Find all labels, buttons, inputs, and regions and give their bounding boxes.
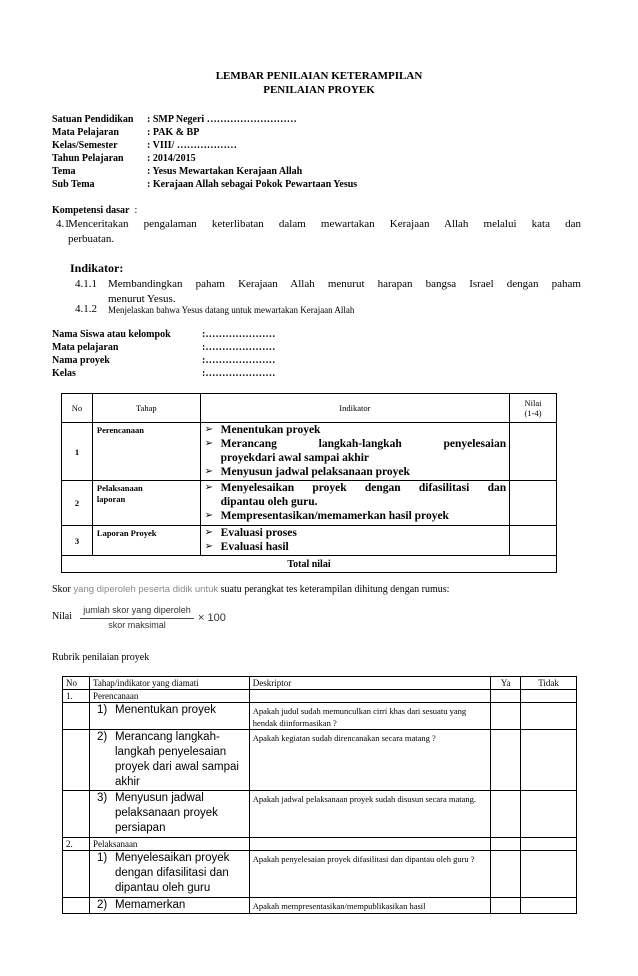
check-ya[interactable] bbox=[491, 851, 521, 898]
arrow-bullet-icon: ➢ bbox=[204, 482, 214, 493]
indikator-bullet: ➢ Menyusun jadwal pelaksanaan proyek bbox=[204, 466, 410, 478]
rubrik-title: Rubrik penilaian proyek bbox=[52, 652, 150, 663]
indikator-text-line1: Menjelaskan bahwa Yesus datang untuk mewartakan Kerajaan Allah bbox=[108, 305, 355, 315]
check-tidak[interactable] bbox=[521, 851, 577, 898]
meta-label: Tahun Pelajaran bbox=[52, 153, 124, 164]
skor-gray-text: yang diperoleh peserta didik untuk bbox=[73, 584, 219, 595]
student-value: :………………… bbox=[202, 355, 276, 366]
rubrik-descriptor: Apakah penyelesaian proyek difasilitasi dan dipantau oleh guru ? bbox=[249, 851, 490, 898]
rubrik-header-tahap: Tahap/indikator yang diamati bbox=[89, 677, 249, 690]
indikator-text-line2: menurut Yesus. bbox=[108, 293, 176, 305]
total-label: Total nilai bbox=[62, 556, 557, 573]
table-row bbox=[62, 526, 557, 556]
meta-value: : VIII/ ……………… bbox=[147, 140, 237, 151]
indikator-bullet: ➢ Merancang langkah-langkah penyelesaian bbox=[204, 438, 507, 450]
rubrik-item-row bbox=[63, 730, 577, 791]
row-number: 1 bbox=[62, 423, 93, 481]
rubrik-header-deskriptor: Deskriptor bbox=[249, 677, 490, 690]
arrow-bullet-icon: ➢ bbox=[204, 424, 214, 435]
check-ya[interactable] bbox=[491, 730, 521, 791]
rubrik-header-ya: Ya bbox=[491, 677, 521, 690]
meta-value: : Yesus Mewartakan Kerajaan Allah bbox=[147, 166, 303, 177]
arrow-bullet-icon: ➢ bbox=[204, 466, 214, 477]
kompetensi-text-line1: Menceritakan pengalaman keterlibatan dalam mewartakan Kerajaan Allah melalui kata dan bbox=[68, 218, 581, 230]
rubrik-item-row bbox=[63, 791, 577, 838]
student-value: :………………… bbox=[202, 342, 276, 353]
arrow-bullet-icon: ➢ bbox=[204, 527, 214, 538]
formula-numerator: jumlah skor yang diperoleh bbox=[83, 605, 191, 615]
indikator-title: Indikator: bbox=[70, 261, 124, 275]
check-ya[interactable] bbox=[491, 898, 521, 914]
table-row bbox=[62, 423, 557, 481]
meta-label: Mata Pelajaran bbox=[52, 127, 119, 138]
meta-label: Sub Tema bbox=[52, 179, 95, 190]
document-title: LEMBAR PENILAIAN KETERAMPILAN bbox=[215, 70, 423, 82]
meta-value: : Kerajaan Allah sebagai Pokok Pewartaan Yesus bbox=[147, 179, 358, 190]
table-header-row bbox=[62, 394, 557, 423]
student-value: :………………… bbox=[202, 368, 276, 379]
meta-label: Satuan Pendidikan bbox=[52, 114, 134, 125]
check-tidak[interactable] bbox=[521, 703, 577, 730]
arrow-bullet-icon: ➢ bbox=[204, 438, 214, 449]
arrow-bullet-icon: ➢ bbox=[204, 510, 214, 521]
student-label: Nama Siswa atau kelompok bbox=[52, 329, 171, 340]
section-name: Perencanaan bbox=[89, 690, 249, 703]
skor-sentence: Skor yang diperoleh peserta didik untuk suatu perangkat tes keterampilan dihitung dengan rumus: bbox=[52, 584, 450, 595]
meta-label: Tema bbox=[52, 166, 76, 177]
formula-fraction bbox=[78, 605, 238, 635]
section-number: 2. bbox=[63, 838, 90, 851]
nilai-label: Nilai bbox=[52, 611, 72, 622]
header-tahap: Tahap bbox=[92, 394, 200, 423]
meta-value: : PAK & BP bbox=[147, 127, 200, 138]
rubrik-header-tidak: Tidak bbox=[521, 677, 577, 690]
row-tahap: Laporan Proyek bbox=[92, 526, 200, 556]
rubrik-descriptor: Apakah judul sudah memunculkan cirri khas dari sesuatu yang hendak diinformasikan ? bbox=[249, 703, 490, 730]
document-subtitle: PENILAIAN PROYEK bbox=[263, 84, 375, 96]
rubrik-item-row bbox=[63, 703, 577, 730]
row-indikator bbox=[200, 481, 509, 526]
row-tahap: Pelaksanaan laporan bbox=[92, 481, 200, 526]
indikator-bullet: ➢ Mempresentasikan/memamerkan hasil proyek bbox=[204, 510, 449, 522]
row-nilai[interactable] bbox=[510, 526, 557, 556]
indikator-bullet: ➢ Evaluasi proses bbox=[204, 527, 297, 539]
row-nilai[interactable] bbox=[510, 481, 557, 526]
row-indikator bbox=[200, 526, 509, 556]
rubrik-item: 1) Menyelesaikan proyek dengan difasilitasi dan dipantau oleh guru bbox=[89, 851, 249, 898]
rubrik-item-row bbox=[63, 898, 577, 914]
assessment-table bbox=[61, 393, 557, 573]
rubrik-section-row bbox=[63, 690, 577, 703]
rubrik-section-row bbox=[63, 838, 577, 851]
indikator-bullet: ➢ Menyelesaikan proyek dengan difasilitasi dan bbox=[204, 482, 507, 494]
check-tidak[interactable] bbox=[521, 898, 577, 914]
indikator-bullet-cont: dipantau oleh guru. bbox=[220, 496, 318, 508]
row-nilai[interactable] bbox=[510, 423, 557, 481]
indikator-bullet: ➢ Menentukan proyek bbox=[204, 424, 321, 436]
row-number: 3 bbox=[62, 526, 93, 556]
kompetensi-text-line2: perbuatan. bbox=[68, 233, 115, 245]
student-value: :………………… bbox=[202, 329, 276, 340]
row-indikator bbox=[200, 423, 509, 481]
rubrik-item: 2) Memamerkan bbox=[89, 898, 249, 914]
indikator-text-line1: Membandingkan paham Kerajaan Allah menurut harapan bangsa Israel dengan paham bbox=[108, 278, 581, 290]
row-tahap: Perencanaan bbox=[92, 423, 200, 481]
total-row bbox=[62, 556, 557, 573]
header-indikator: Indikator bbox=[200, 394, 509, 423]
indikator-number: 4.1.2 bbox=[75, 303, 97, 315]
header-nilai: Nilai (1-4) bbox=[510, 394, 557, 423]
meta-value: : 2014/2015 bbox=[147, 153, 196, 164]
table-row bbox=[62, 481, 557, 526]
student-label: Nama proyek bbox=[52, 355, 110, 366]
check-tidak[interactable] bbox=[521, 791, 577, 838]
rubrik-header-row bbox=[63, 677, 577, 690]
check-ya[interactable] bbox=[491, 791, 521, 838]
row-number: 2 bbox=[62, 481, 93, 526]
check-tidak[interactable] bbox=[521, 730, 577, 791]
meta-label: Kelas/Semester bbox=[52, 140, 118, 151]
rubrik-item: 2) Merancang langkah-langkah penyelesaian proyek dari awal sampai akhir bbox=[89, 730, 249, 791]
section-name: Pelaksanaan bbox=[89, 838, 249, 851]
rubrik-table bbox=[62, 676, 577, 914]
student-label: Kelas bbox=[52, 368, 76, 379]
fraction-bar bbox=[80, 618, 194, 619]
rubrik-header-no: No bbox=[63, 677, 90, 690]
indikator-number: 4.1.1 bbox=[75, 278, 97, 290]
rubrik-item: 1) Menentukan proyek bbox=[89, 703, 249, 730]
nilai-formula bbox=[52, 605, 226, 630]
rubrik-item-row bbox=[63, 851, 577, 898]
kompetensi-number: 4.1 bbox=[56, 218, 70, 230]
header-no: No bbox=[62, 394, 93, 423]
arrow-bullet-icon: ➢ bbox=[204, 541, 214, 552]
formula-denominator: skor maksimal bbox=[108, 620, 166, 630]
rubrik-descriptor: Apakah mempresentasikan/mempublikasikan hasil bbox=[249, 898, 490, 914]
rubrik-descriptor: Apakah jadwal pelaksanaan proyek sudah disusun secara matang. bbox=[249, 791, 490, 838]
indikator-bullet-cont: proyekdari awal sampai akhir bbox=[220, 452, 370, 464]
rubrik-descriptor: Apakah kegiatan sudah direncanakan secara matang ? bbox=[249, 730, 490, 791]
student-label: Mata pelajaran bbox=[52, 342, 119, 353]
rubrik-item: 3) Menyusun jadwal pelaksanaan proyek persiapan bbox=[89, 791, 249, 838]
formula-multiplier: × 100 bbox=[198, 612, 226, 624]
section-number: 1. bbox=[63, 690, 90, 703]
check-ya[interactable] bbox=[491, 703, 521, 730]
indikator-bullet: ➢ Evaluasi hasil bbox=[204, 541, 289, 553]
meta-value: : SMP Negeri ……………………… bbox=[147, 114, 297, 125]
kompetensi-label: Kompetensi dasar : bbox=[52, 205, 138, 216]
